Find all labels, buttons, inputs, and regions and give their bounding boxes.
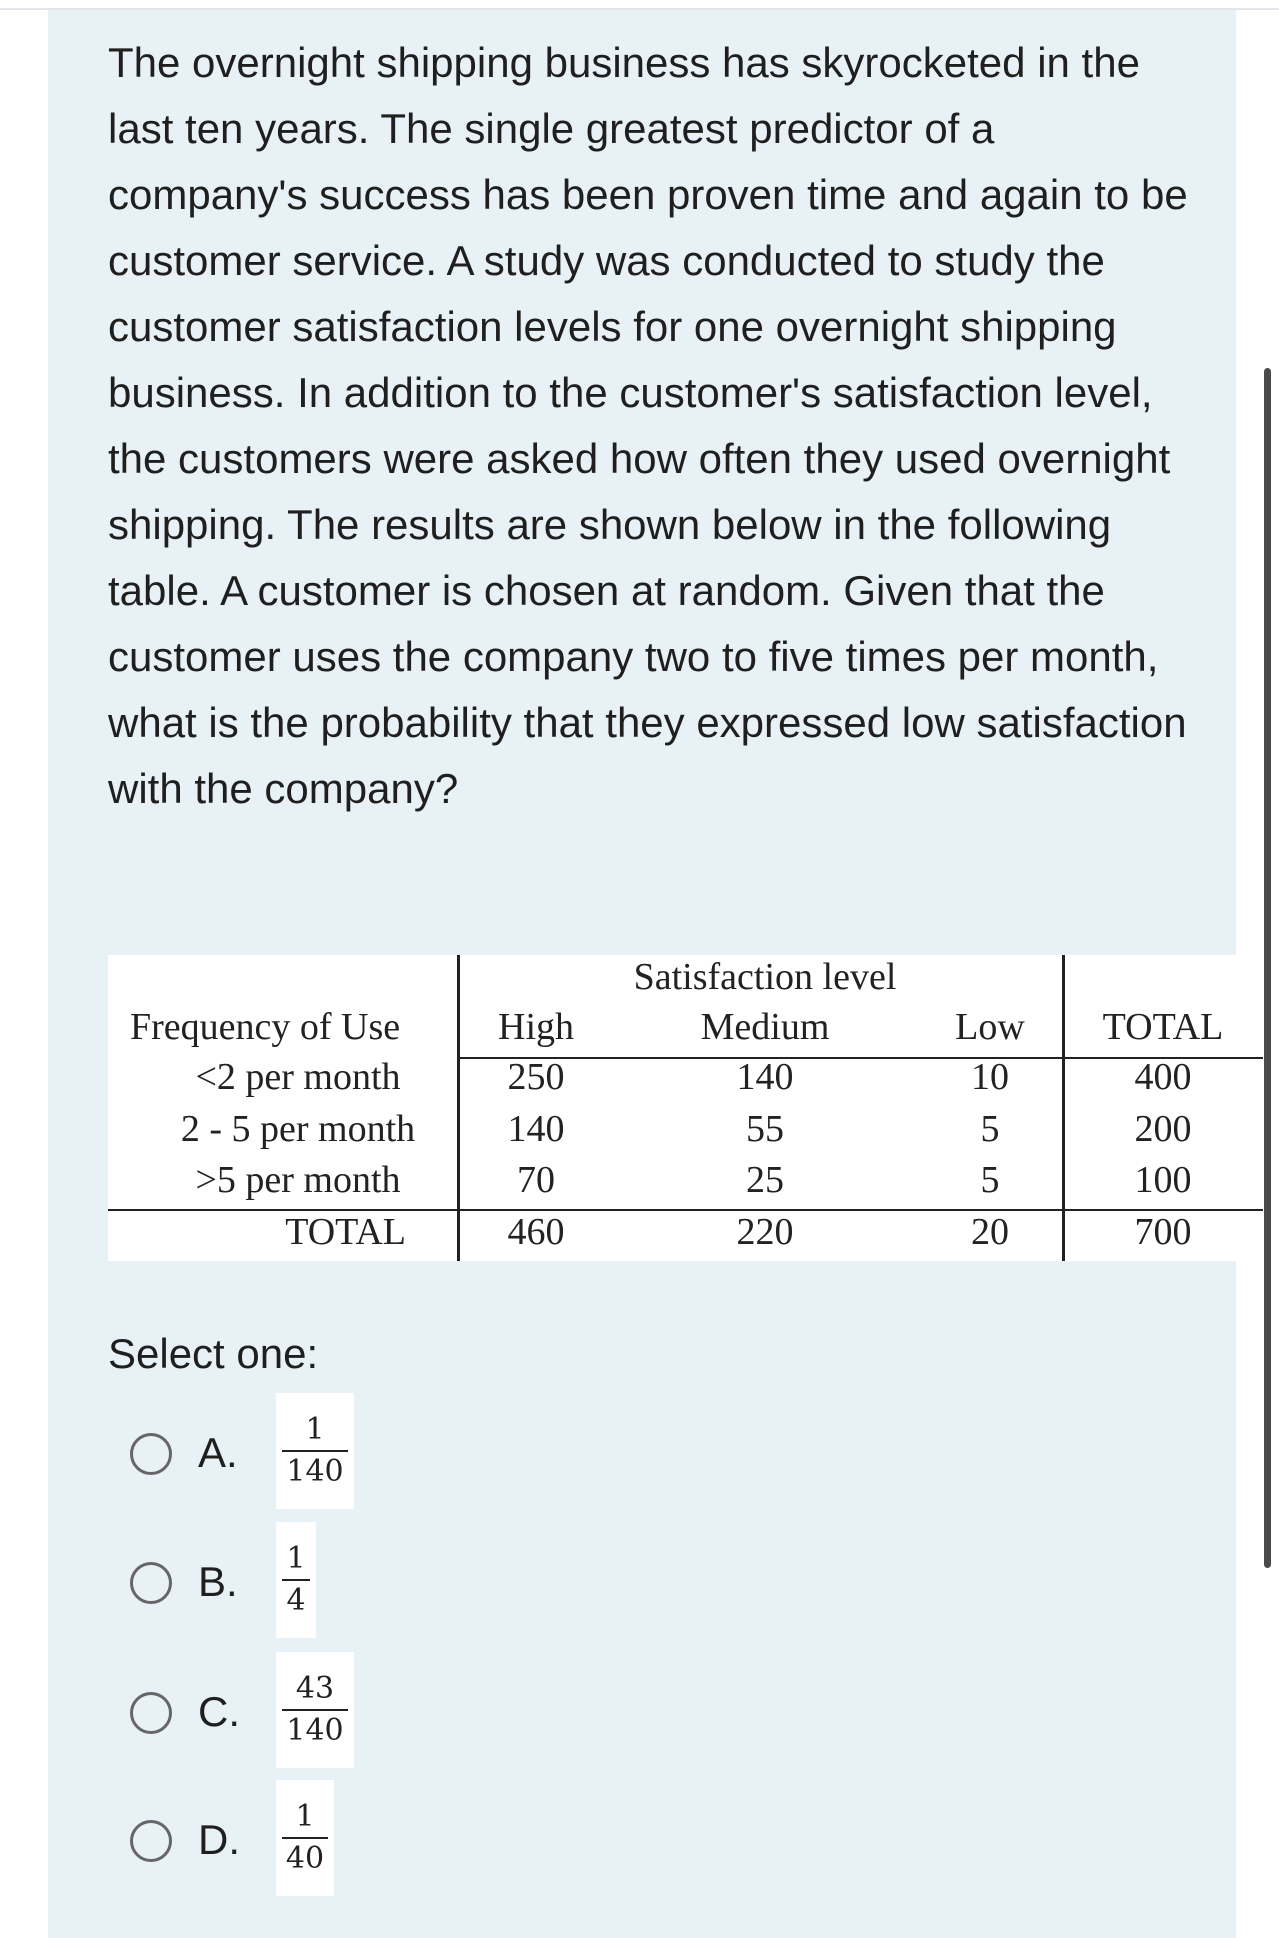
row-label: >5 per month [195, 1159, 401, 1201]
radio-button-b[interactable] [130, 1562, 172, 1604]
table-cell: 700 [1134, 1211, 1192, 1253]
total-row-label: TOTAL [285, 1211, 406, 1253]
question-text: The overnight shipping business has skyrocketed in the last ten years. The single greatest predictor of a company's success has been proven time and again to be customer service. A study was conducted to study the customer satisfaction levels for one overnight shipping business. In addition to the customer's satisfaction level, the customers were asked how often they used overnight shipping. The results are shown below in the following table. A customer is chosen at random. Given that the customer uses the company two to five times per month, what is the probability that they expressed low satisfaction with the company? [108, 39, 1188, 812]
option-answer-image [276, 1652, 354, 1768]
col-header-low: Low [955, 1006, 1025, 1048]
radio-button-c[interactable] [130, 1692, 172, 1734]
option-letter: A. [198, 1429, 238, 1476]
denominator: 140 [286, 1713, 344, 1748]
table-cell: 70 [517, 1159, 555, 1201]
option-answer-image [276, 1780, 334, 1896]
table-cell: 220 [736, 1211, 794, 1253]
option-answer-image [276, 1522, 316, 1638]
radio-button-a[interactable] [130, 1433, 172, 1475]
numerator: 1 [305, 1412, 325, 1447]
option-b[interactable] [130, 1522, 330, 1642]
table-cell: 140 [736, 1056, 794, 1098]
numerator: 43 [295, 1671, 335, 1706]
option-a[interactable] [130, 1393, 360, 1513]
denominator: 40 [285, 1841, 325, 1876]
table-divider-left [457, 955, 460, 1261]
table-cell: 55 [746, 1108, 784, 1150]
table-divider-right [1062, 955, 1065, 1261]
scrollbar[interactable] [1264, 368, 1271, 1568]
col-header-medium: Medium [700, 1006, 830, 1048]
table-cell: 140 [507, 1108, 565, 1150]
table-cell: 200 [1134, 1108, 1192, 1150]
table-cell: 25 [746, 1159, 784, 1201]
option-d[interactable] [130, 1780, 340, 1900]
fraction [282, 1539, 309, 1621]
table-cell: 20 [971, 1211, 1009, 1253]
table-cell: 5 [980, 1108, 1000, 1150]
col-header-high: High [498, 1006, 574, 1048]
fraction [282, 1669, 347, 1751]
option-letter: D. [198, 1816, 240, 1863]
radio-button-d[interactable] [130, 1820, 172, 1862]
table-cell: 5 [980, 1159, 1000, 1201]
table-cell: 10 [971, 1056, 1009, 1098]
option-letter: C. [198, 1688, 240, 1735]
option-c[interactable] [130, 1652, 360, 1772]
select-one-label: Select one: [108, 1330, 319, 1377]
numerator: 1 [295, 1799, 315, 1834]
option-letter: B. [198, 1558, 238, 1605]
table-cell: 100 [1134, 1159, 1192, 1201]
table-group-header: Satisfaction level [633, 956, 897, 998]
row-label: <2 per month [195, 1056, 401, 1098]
table-cell: 460 [507, 1211, 565, 1253]
option-answer-image [276, 1393, 354, 1509]
col-header-total: TOTAL [1102, 1006, 1224, 1048]
numerator: 1 [286, 1541, 306, 1576]
fraction [282, 1410, 347, 1492]
contingency-table [108, 955, 1263, 1261]
table-total-rule [108, 1209, 1263, 1211]
table-cell: 400 [1134, 1056, 1192, 1098]
denominator: 4 [286, 1583, 306, 1618]
row-label: 2 - 5 per month [180, 1108, 416, 1150]
table-cell: 250 [507, 1056, 565, 1098]
denominator: 140 [286, 1454, 344, 1489]
table-row-header: Frequency of Use [130, 1006, 401, 1048]
fraction [282, 1797, 328, 1879]
